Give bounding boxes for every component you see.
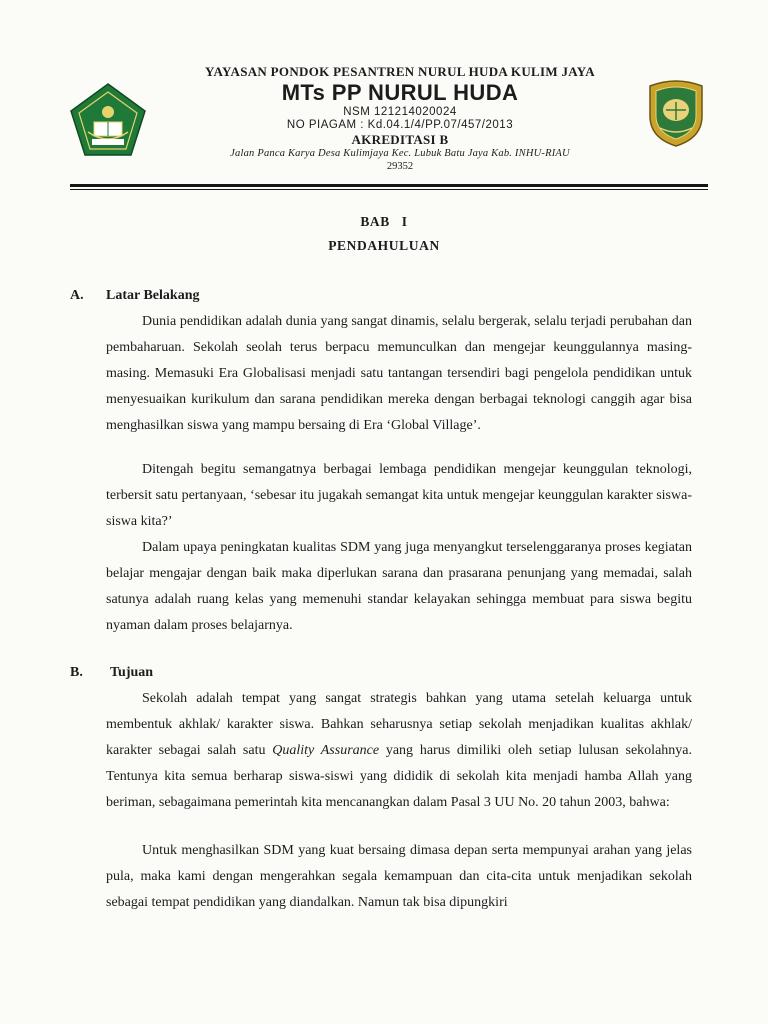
kemenag-emblem-icon (68, 82, 148, 158)
paragraph (106, 686, 692, 816)
letterhead-rule-thick (70, 184, 708, 187)
foundation-name: YAYASAN PONDOK PESANTREN NURUL HUDA KULIM JAYA (205, 64, 595, 79)
quality-assurance-term: Quality Assurance (272, 743, 380, 758)
piagam-number: NO PIAGAM : Kd.04.1/4/PP.07/457/2013 (286, 119, 514, 131)
postal-code: 29352 (386, 161, 414, 172)
paragraph-text: Sekolah adalah tempat yang sangat strategis bahkan yang utama setelah keluarga untuk membentuk akhlak/ karakter siswa. Bahkan seharusnya setiap sekolah menjadikan kualitas akhlak/ karakter sebagai salah satu (106, 691, 692, 758)
chapter-number: BAB I (360, 214, 408, 229)
section-title-b: Tujuan (110, 665, 154, 680)
paragraph: Dunia pendidikan adalah dunia yang sangat dinamis, selalu bergerak, selalu terjadi perubahan dan pembaharuan. Sekolah seolah terus berpacu memunculkan dan mengejar keunggulannya masing-masing. Memasuki Era Globalisasi menjadi satu tantangan tersendiri bagi pengelola pendidikan untuk menyesuaikan kurikulum dan sarana pendidikan mereka dengan berbagai teknologi canggih agar bisa menghasilkan siswa yang mampu bersaing di Era ‘Global Village’. (106, 314, 692, 433)
school-crest-icon (644, 76, 708, 148)
section-letter-b: B. (70, 665, 83, 680)
school-address: Jalan Panca Karya Desa Kulimjaya Kec. Lubuk Batu Jaya Kab. INHU-RIAU (230, 148, 570, 159)
letterhead (60, 58, 720, 190)
nsm-number: NSM 121214020024 (343, 106, 457, 118)
section-letter-a: A. (70, 288, 84, 303)
section-title-a: Latar Belakang (106, 288, 200, 303)
school-name: MTs PP NURUL HUDA (281, 80, 519, 105)
paragraph: Dalam upaya peningkatan kualitas SDM yang juga menyangkut terselenggaranya proses kegiatan belajar mengajar dengan baik maka diperlukan sarana dan prasarana penunjang yang memadai, salah satunya adalah ruang kelas yang memenuhi standar kelayakan sehingga membuat para siswa begitu nyaman dalam proses belajarnya. (106, 540, 692, 633)
accreditation: AKREDITASI B (351, 132, 449, 147)
letterhead-rule-thin (70, 189, 708, 190)
letterhead-text (160, 58, 640, 173)
paragraph-text: yang harus dimiliki oleh setiap lulusan sekolahnya. Tentunya kita semua berharap siswa-siswi yang dididik di sekolah kita menjadi hamba Allah yang beriman, sebagaimana pemerintah kita mencanangkan dalam Pasal 3 UU No. 20 tahun 2003, bahwa: (106, 743, 693, 810)
chapter-title: PENDAHULUAN (328, 238, 440, 253)
paragraph: Untuk menghasilkan SDM yang kuat bersaing dimasa depan serta mempunyai arahan yang jelas pula, maka kami dengan mengerahkan segala kemampuan dan cita-cita untuk menjadikan sekolah sebagai tempat pendidikan yang diandalkan. Namun tak bisa dipungkiri (106, 843, 692, 910)
paragraph: Ditengah begitu semangatnya berbagai lembaga pendidikan mengejar keunggulan teknologi, terbersit satu pertanyaan, ‘sebesar itu jugakah semangat kita untuk mengejar keunggulan karakter siswa-siswa kita?’ (106, 462, 692, 529)
